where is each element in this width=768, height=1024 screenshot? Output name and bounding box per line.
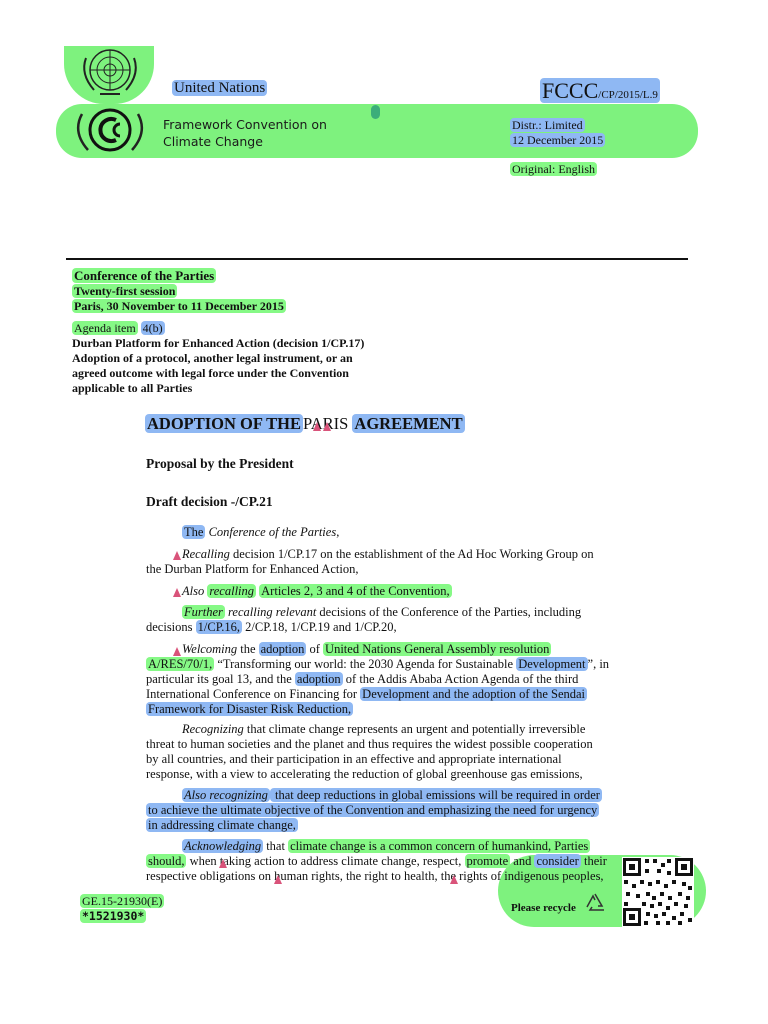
unfccc-logo-icon xyxy=(70,104,150,158)
agenda-title-line2: Adoption of a protocol, another legal instrument, or an xyxy=(72,351,353,365)
qr-code-icon xyxy=(622,857,694,927)
preamble-paragraph-7: Also recognizing that deep reductions in global emissions will be required in order to achieve the ultimate objective of the Convention and emphasizing the need for urgency in addressing climate change, xyxy=(148,788,600,832)
annotation-marker xyxy=(450,875,458,884)
title-part-1: ADOPTION OF THE xyxy=(147,414,302,433)
annotation-marker xyxy=(219,859,227,868)
document-symbol xyxy=(540,78,660,103)
convention-name-line1: Framework Convention on xyxy=(163,117,327,132)
preamble-paragraph-1: The Conference of the Parties, xyxy=(184,525,340,539)
agenda-title-line3: agreed outcome with legal force under the Convention xyxy=(72,366,349,380)
symbol-main: FCCC xyxy=(542,78,599,103)
recycle-label: Please recycle xyxy=(511,902,576,914)
conference-body: Conference of the Parties xyxy=(74,268,215,283)
proposal-line: Proposal by the President xyxy=(146,456,294,471)
title-part-2: PARIS xyxy=(303,414,349,433)
agenda-title-line1: Durban Platform for Enhanced Action (decision 1/CP.17) xyxy=(72,336,365,350)
annotation-marker xyxy=(173,588,181,597)
annotation-marker xyxy=(323,422,331,431)
session-number: Twenty-first session xyxy=(74,284,176,298)
un-emblem-icon xyxy=(74,44,146,102)
issue-date: 12 December 2015 xyxy=(512,133,604,147)
convention-name-line2: Climate Change xyxy=(163,134,263,149)
recycle-icon xyxy=(582,891,608,917)
organization-name: United Nations xyxy=(174,80,266,96)
title-part-3: AGREEMENT xyxy=(354,414,463,433)
preamble-paragraph-2: Recalling decision 1/CP.17 on the establishment of the Ad Hoc Working Group on the Durban Platform for Enhanced Action, xyxy=(146,547,594,576)
annotation-marker xyxy=(313,422,321,431)
header-rule xyxy=(66,258,688,260)
draft-decision-line: Draft decision -/CP.21 xyxy=(146,494,273,509)
preamble-paragraph-6: Recognizing that climate change represents an urgent and potentially irreversible threat to human societies and the planet and thus requires the widest possible cooperation by all countries, and their participation in an effective and appropriate international response, with a view to accelerating the reduction of global greenhouse gas emissions, xyxy=(146,722,593,781)
barcode-number: *1521930* xyxy=(82,909,145,923)
preamble-paragraph-4: Further recalling relevant decisions of the Conference of the Parties, including decisions 1/CP.16, 2/CP.18, 1/CP.19 and 1/CP.20, xyxy=(146,605,582,634)
preamble-paragraph-5: Welcoming the adoption of United Nations General Assembly resolution A/RES/70/1, “Transforming our world: the 2030 Agenda for Sustainable Development ”, in particular its goal 13, and the adoption of the Addis Ababa Action Agenda of the third International Conference on Financing for Development and the adoption of the Sendai Framework for Disaster Risk Reduction, xyxy=(146,642,610,716)
job-number: GE.15-21930(E) xyxy=(82,894,163,908)
preamble-paragraph-8: Acknowledging that climate change is a common concern of humankind, Parties should, when taking action to address climate change, respect, promote and consider their respective obligations on human rights, the right to health, the rights of indigenous peoples, xyxy=(146,839,607,883)
agenda-item-label: Agenda item xyxy=(74,321,136,335)
distribution: Distr.: Limited xyxy=(512,118,583,132)
original-language: Original: English xyxy=(512,162,595,176)
session-place-dates: Paris, 30 November to 11 December 2015 xyxy=(74,299,284,313)
agenda-item-number: 4(b) xyxy=(142,321,163,335)
marker-dot xyxy=(371,105,380,119)
agenda-title-line4: applicable to all Parties xyxy=(72,381,193,395)
symbol-suffix: /CP/2015/L.9 xyxy=(598,89,658,101)
preamble-paragraph-3: Also recalling Articles 2, 3 and 4 of the Convention, xyxy=(182,584,450,598)
annotation-marker xyxy=(274,875,282,884)
